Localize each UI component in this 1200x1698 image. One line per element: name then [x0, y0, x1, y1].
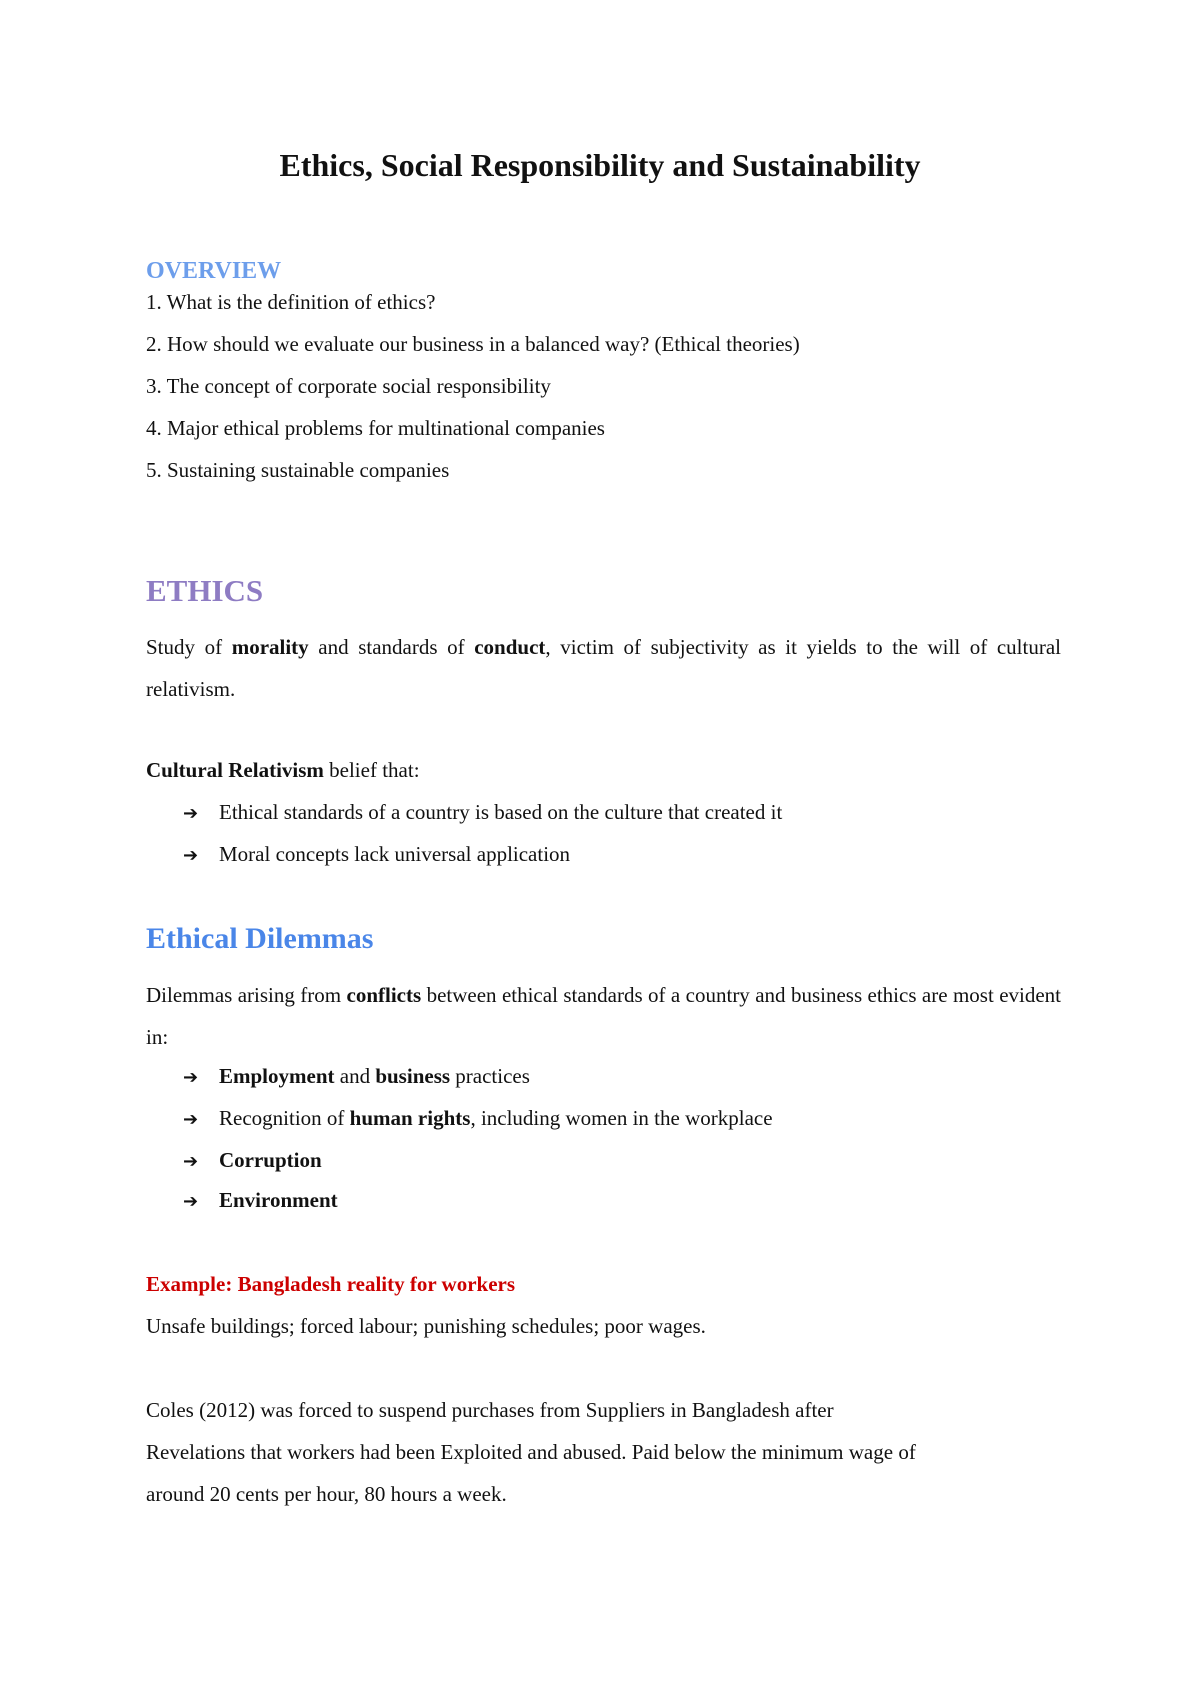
relativism-bullet-2-text: Moral concepts lack universal application: [219, 842, 571, 866]
overview-item-4: 4. Major ethical problems for multinational companies: [146, 416, 605, 440]
example-heading: Example: Bangladesh reality for workers: [146, 1272, 516, 1296]
bold-business: business: [375, 1064, 451, 1088]
arrow-icon: ➔: [183, 1191, 199, 1212]
cultural-relativism-bold: Cultural Relativism: [146, 758, 324, 782]
bold-employment: Employment: [219, 1064, 335, 1088]
ethics-bold-conduct: conduct: [474, 635, 546, 659]
example-para-line-3: around 20 cents per hour, 80 hours a week.: [146, 1482, 507, 1506]
relativism-bullet-1-text: Ethical standards of a country is based on the culture that created it: [219, 800, 783, 824]
text-recognition: Recognition of: [219, 1106, 350, 1130]
dilemmas-bullet-2: [183, 1104, 773, 1134]
dilemmas-bold-conflicts: conflicts: [346, 983, 422, 1007]
example-para-line-2: Revelations that workers had been Exploited and abused. Paid below the minimum wage of: [146, 1440, 916, 1464]
bold-environment: Environment: [219, 1188, 338, 1212]
arrow-icon: ➔: [183, 803, 199, 824]
arrow-icon: ➔: [183, 1067, 199, 1088]
document-title: Ethics, Social Responsibility and Sustainability: [279, 147, 921, 183]
ethics-text-3: , victim of subjectivity as it yields to the will of cultural relativism.: [146, 635, 1061, 701]
example-line-1: Unsafe buildings; forced labour; punishing schedules; poor wages.: [146, 1314, 706, 1338]
dilemmas-text-2: between ethical standards of a country and business ethics are most evident in:: [146, 983, 1062, 1049]
text-women-workplace: , including women in the workplace: [470, 1106, 773, 1130]
text-and: and: [334, 1064, 376, 1088]
overview-item-3: 3. The concept of corporate social responsibility: [146, 374, 551, 398]
dilemmas-bullet-4: [183, 1186, 338, 1216]
cultural-relativism-rest: belief that:: [323, 758, 420, 782]
overview-heading: OVERVIEW: [146, 258, 282, 284]
ethics-definition: [146, 626, 1061, 710]
ethics-text-1: Study of: [146, 635, 232, 659]
text-practices: practices: [450, 1064, 530, 1088]
ethics-heading: ETHICS: [146, 573, 264, 608]
overview-item-5: 5. Sustaining sustainable companies: [146, 458, 450, 482]
overview-item-2: 2. How should we evaluate our business in a balanced way? (Ethical theories): [146, 332, 800, 356]
dilemmas-bullet-1: [183, 1062, 530, 1092]
dilemmas-paragraph: [146, 974, 1061, 1058]
example-para-line-1: Coles (2012) was forced to suspend purchases from Suppliers in Bangladesh after: [146, 1398, 834, 1422]
dilemmas-heading: Ethical Dilemmas: [146, 922, 374, 955]
bold-human-rights: human rights: [349, 1106, 471, 1130]
relativism-bullet-1: [183, 798, 782, 828]
arrow-icon: ➔: [183, 845, 199, 866]
ethics-text-2: and standards of: [308, 635, 475, 659]
cultural-relativism-line: [146, 756, 420, 784]
ethics-bold-morality: morality: [231, 635, 309, 659]
arrow-icon: ➔: [183, 1109, 199, 1130]
dilemmas-bullet-3: [183, 1146, 322, 1176]
dilemmas-text-1: Dilemmas arising from: [146, 983, 347, 1007]
arrow-icon: ➔: [183, 1151, 199, 1172]
overview-item-1: 1. What is the definition of ethics?: [146, 290, 436, 314]
relativism-bullet-2: [183, 840, 570, 870]
bold-corruption: Corruption: [219, 1148, 322, 1172]
